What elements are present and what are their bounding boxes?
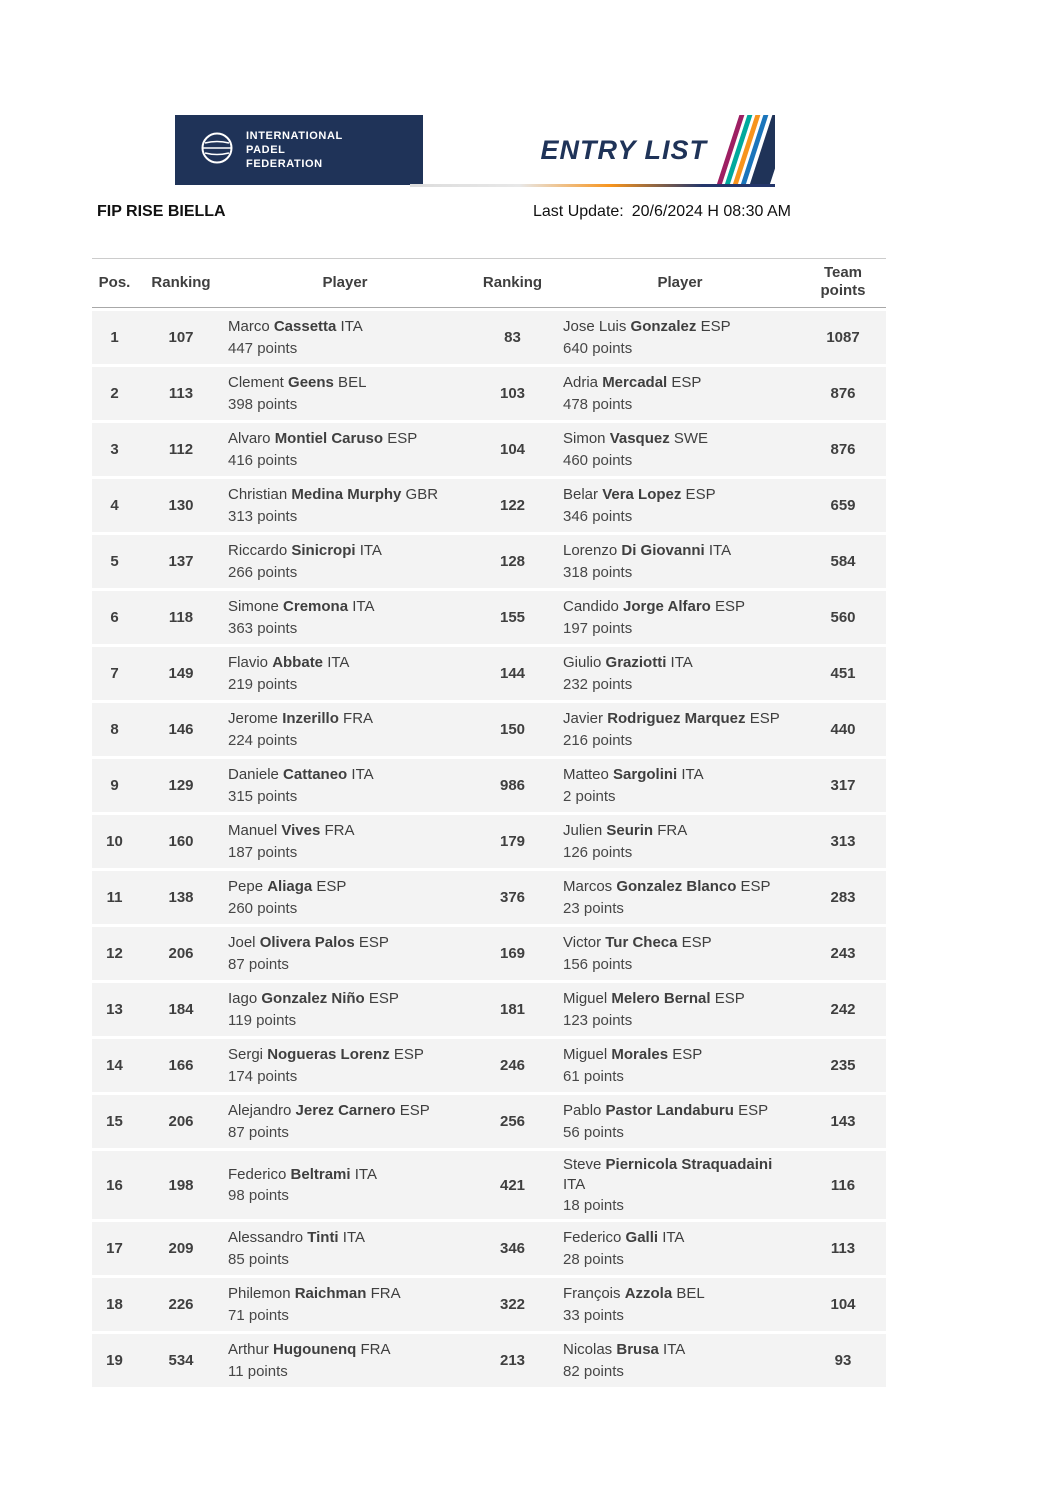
ranking-a-cell: 184 [168,1001,194,1018]
player-name: Steve Piernicola Straquadaini ITA [563,1156,773,1193]
player-points: 126 points [563,843,633,861]
player-b-cell [560,989,800,1030]
ranking-a-cell: 130 [168,497,194,514]
player-name: Alessandro Tinti ITA [228,1229,365,1247]
ipf-logo [175,115,423,185]
banner-underline-gradient [410,184,775,187]
ranking-b-cell: 421 [499,1176,526,1194]
ranking-a-cell: 113 [168,385,194,402]
header-ranking-a: Ranking [151,273,211,291]
player-a-cell [225,373,465,414]
player-name: Manuel Vives FRA [228,822,355,840]
table-row [92,927,886,980]
ranking-a-cell: 107 [168,329,194,346]
player-points: 82 points [563,1362,624,1380]
team-points-cell: 876 [830,385,856,402]
ranking-b-cell: 322 [499,1296,526,1313]
player-points: 363 points [228,619,298,637]
banner-stripes-decoration [713,115,775,185]
player-name: Philemon Raichman FRA [228,1285,401,1303]
player-a-cell [225,1228,465,1269]
ranking-b-cell: 256 [499,1113,526,1130]
player-points: 447 points [228,339,298,357]
header-team-points: Team points [820,264,866,299]
pos-cell: 18 [106,1296,123,1313]
table-row [92,1222,886,1275]
pos-cell: 19 [106,1352,123,1369]
team-points-cell: 242 [830,1001,856,1018]
player-name: Candido Jorge Alfaro ESP [563,598,746,616]
player-b-cell [560,709,800,750]
pos-cell: 11 [106,889,123,906]
player-points: 318 points [563,563,633,581]
player-b-cell [560,765,800,806]
pos-cell: 13 [106,1001,123,1018]
player-points: 640 points [563,339,633,357]
entry-list-table [92,258,886,1387]
player-points: 219 points [228,675,298,693]
table-header-row [92,258,886,308]
player-points: 61 points [563,1067,624,1085]
player-b-cell [560,1155,800,1215]
ranking-b-cell: 150 [499,721,526,738]
player-name: Federico Galli ITA [563,1229,685,1247]
ranking-b-cell: 179 [499,833,526,850]
table-row [92,871,886,924]
player-points: 197 points [563,619,633,637]
pos-cell: 9 [110,777,119,794]
team-points-cell: 243 [830,945,856,962]
ipf-logo-icon [199,130,235,171]
player-name: Miguel Melero Bernal ESP [563,990,745,1008]
pos-cell: 10 [106,833,123,850]
player-a-cell [225,765,465,806]
player-b-cell [560,429,800,470]
ranking-a-cell: 146 [168,721,194,738]
table-row [92,1095,886,1148]
pos-cell: 17 [106,1240,123,1257]
team-points-cell: 93 [834,1352,852,1369]
player-a-cell [225,1045,465,1086]
ipf-logo-text [246,129,343,172]
player-points: 266 points [228,563,298,581]
player-points: 187 points [228,843,298,861]
table-row [92,1278,886,1331]
player-points: 71 points [228,1306,289,1324]
pos-cell: 1 [110,329,119,346]
ranking-b-cell: 213 [499,1352,526,1369]
ranking-b-cell: 169 [499,945,526,962]
tournament-title: FIP RISE BIELLA [97,203,226,220]
last-update-value: 20/6/2024 H 08:30 AM [631,203,791,220]
player-points: 18 points [563,1197,624,1214]
ranking-b-cell: 83 [504,329,521,346]
player-name: Simone Cremona ITA [228,598,375,616]
player-name: Pepe Aliaga ESP [228,878,347,896]
player-a-cell [225,877,465,918]
ranking-a-cell: 137 [168,553,194,570]
entry-list-title: ENTRY LIST [540,134,707,165]
player-b-cell [560,1284,800,1325]
pos-cell: 2 [110,385,119,402]
player-b-cell [560,1340,800,1381]
ranking-b-cell: 104 [499,441,526,458]
pos-cell: 8 [110,721,119,738]
player-name: Clement Geens BEL [228,374,367,392]
last-update [533,203,791,221]
team-points-cell: 584 [830,553,856,570]
player-name: Flavio Abbate ITA [228,654,350,672]
player-points: 260 points [228,899,298,917]
pos-cell: 16 [106,1176,123,1194]
table-row [92,1334,886,1387]
player-b-cell [560,541,800,582]
player-points: 11 points [228,1362,288,1380]
player-points: 398 points [228,395,298,413]
player-b-cell [560,1228,800,1269]
player-points: 460 points [563,451,633,469]
player-name: Adria Mercadal ESP [563,374,702,392]
player-points: 33 points [563,1306,624,1324]
player-name: Miguel Morales ESP [563,1046,703,1064]
ranking-b-cell: 181 [499,1001,526,1018]
table-row [92,815,886,868]
pos-cell: 14 [106,1057,123,1074]
player-a-cell [225,1165,465,1206]
player-name: Belar Vera Lopez ESP [563,486,716,504]
pos-cell: 5 [110,553,119,570]
ranking-b-cell: 246 [499,1057,526,1074]
pos-cell: 4 [110,497,119,514]
player-name: François Azzola BEL [563,1285,705,1303]
player-name: Joel Olivera Palos ESP [228,934,389,952]
ranking-a-cell: 209 [168,1240,194,1257]
table-row [92,647,886,700]
player-a-cell [225,597,465,638]
player-name: Victor Tur Checa ESP [563,934,712,952]
team-points-cell: 451 [830,665,856,682]
table-row [92,423,886,476]
player-name: Riccardo Sinicropi ITA [228,542,382,560]
player-points: 56 points [563,1123,624,1141]
ranking-a-cell: 206 [168,945,194,962]
player-points: 98 points [228,1187,289,1205]
ranking-b-cell: 103 [499,385,526,402]
player-a-cell [225,1340,465,1381]
player-b-cell [560,373,800,414]
player-points: 313 points [228,507,298,525]
player-b-cell [560,1045,800,1086]
table-body [92,311,886,1387]
ranking-b-cell: 155 [499,609,526,626]
logo-line-3: FEDERATION [246,158,323,171]
player-a-cell [225,429,465,470]
table-row [92,535,886,588]
ranking-b-cell: 122 [499,497,526,514]
player-points: 2 points [563,787,616,805]
ipf-entry-list-banner [175,115,775,185]
ranking-a-cell: 206 [168,1113,194,1130]
ranking-a-cell: 112 [168,441,194,458]
team-points-cell: 560 [830,609,856,626]
banner-right-section [423,115,775,185]
player-a-cell [225,653,465,694]
player-name: Alejandro Jerez Carnero ESP [228,1102,430,1120]
player-a-cell [225,933,465,974]
player-name: Pablo Pastor Landaburu ESP [563,1102,769,1120]
last-update-label: Last Update: [533,203,624,220]
player-b-cell [560,1101,800,1142]
player-points: 87 points [228,955,289,973]
player-name: Nicolas Brusa ITA [563,1341,686,1359]
ranking-a-cell: 149 [168,665,194,682]
player-a-cell [225,821,465,862]
table-row [92,759,886,812]
ranking-b-cell: 144 [499,665,526,682]
table-row [92,983,886,1036]
player-a-cell [225,317,465,358]
player-points: 23 points [563,899,624,917]
team-points-cell: 876 [830,441,856,458]
ranking-a-cell: 226 [168,1296,194,1313]
team-points-cell: 313 [830,833,856,850]
pos-cell: 3 [110,441,119,458]
player-b-cell [560,933,800,974]
header-player-b: Player [657,273,703,291]
player-name: Matteo Sargolini ITA [563,766,704,784]
player-points: 156 points [563,955,633,973]
header-pos: Pos. [98,273,131,291]
player-points: 315 points [228,787,298,805]
team-points-cell: 143 [830,1113,856,1130]
ranking-a-cell: 138 [168,889,194,906]
table-row [92,311,886,364]
player-points: 478 points [563,395,633,413]
player-points: 216 points [563,731,633,749]
player-name: Marcos Gonzalez Blanco ESP [563,878,771,896]
player-name: Federico Beltrami ITA [228,1165,377,1183]
pos-cell: 7 [110,665,119,682]
player-points: 346 points [563,507,633,525]
team-points-cell: 113 [830,1240,856,1257]
team-points-cell: 317 [830,777,856,794]
player-points: 416 points [228,451,298,469]
table-row [92,703,886,756]
player-points: 224 points [228,731,298,749]
ranking-b-cell: 986 [499,777,526,794]
player-b-cell [560,877,800,918]
player-a-cell [225,709,465,750]
team-points-cell: 440 [830,721,856,738]
player-points: 123 points [563,1011,633,1029]
player-name: Alvaro Montiel Caruso ESP [228,430,418,448]
player-name: Javier Rodriguez Marquez ESP [563,710,780,728]
player-name: Julien Seurin FRA [563,822,688,840]
player-b-cell [560,821,800,862]
player-points: 119 points [228,1011,297,1029]
player-a-cell [225,541,465,582]
logo-line-2: PADEL [246,143,286,156]
player-a-cell [225,1284,465,1325]
player-name: Lorenzo Di Giovanni ITA [563,542,732,560]
player-b-cell [560,597,800,638]
team-points-cell: 235 [830,1057,856,1074]
player-b-cell [560,653,800,694]
team-points-cell: 659 [830,497,856,514]
ranking-a-cell: 534 [168,1352,194,1369]
player-name: Jose Luis Gonzalez ESP [563,318,731,336]
team-points-cell: 1087 [826,329,860,346]
player-name: Marco Cassetta ITA [228,318,363,336]
team-points-cell: 116 [830,1176,856,1194]
title-row [97,203,967,225]
player-name: Christian Medina Murphy GBR [228,486,439,504]
player-a-cell [225,989,465,1030]
pos-cell: 15 [106,1113,123,1130]
ranking-a-cell: 129 [168,777,194,794]
player-b-cell [560,317,800,358]
player-name: Daniele Cattaneo ITA [228,766,374,784]
team-points-cell: 283 [830,889,856,906]
player-a-cell [225,485,465,526]
player-name: Sergi Nogueras Lorenz ESP [228,1046,424,1064]
player-name: Giulio Graziotti ITA [563,654,693,672]
player-name: Simon Vasquez SWE [563,430,709,448]
pos-cell: 12 [106,945,123,962]
logo-line-1: INTERNATIONAL [246,129,343,142]
player-a-cell [225,1101,465,1142]
player-b-cell [560,485,800,526]
table-row [92,367,886,420]
player-points: 232 points [563,675,633,693]
table-row [92,479,886,532]
ranking-a-cell: 160 [168,833,194,850]
table-row [92,591,886,644]
ranking-b-cell: 346 [499,1240,526,1257]
player-name: Iago Gonzalez Niño ESP [228,990,399,1008]
ranking-b-cell: 376 [499,889,526,906]
player-name: Jerome Inzerillo FRA [228,710,374,728]
player-points: 87 points [228,1123,289,1141]
ranking-a-cell: 166 [168,1057,194,1074]
header-player-a: Player [322,273,368,291]
player-points: 85 points [228,1250,289,1268]
table-row [92,1151,886,1219]
table-row [92,1039,886,1092]
header-ranking-b: Ranking [482,273,543,291]
player-name: Arthur Hugounenq FRA [228,1341,391,1359]
pos-cell: 6 [110,609,119,626]
player-points: 28 points [563,1250,624,1268]
ranking-a-cell: 118 [168,609,194,626]
player-points: 174 points [228,1067,298,1085]
ranking-a-cell: 198 [168,1176,194,1194]
team-points-cell: 104 [830,1296,856,1313]
ranking-b-cell: 128 [499,553,526,570]
